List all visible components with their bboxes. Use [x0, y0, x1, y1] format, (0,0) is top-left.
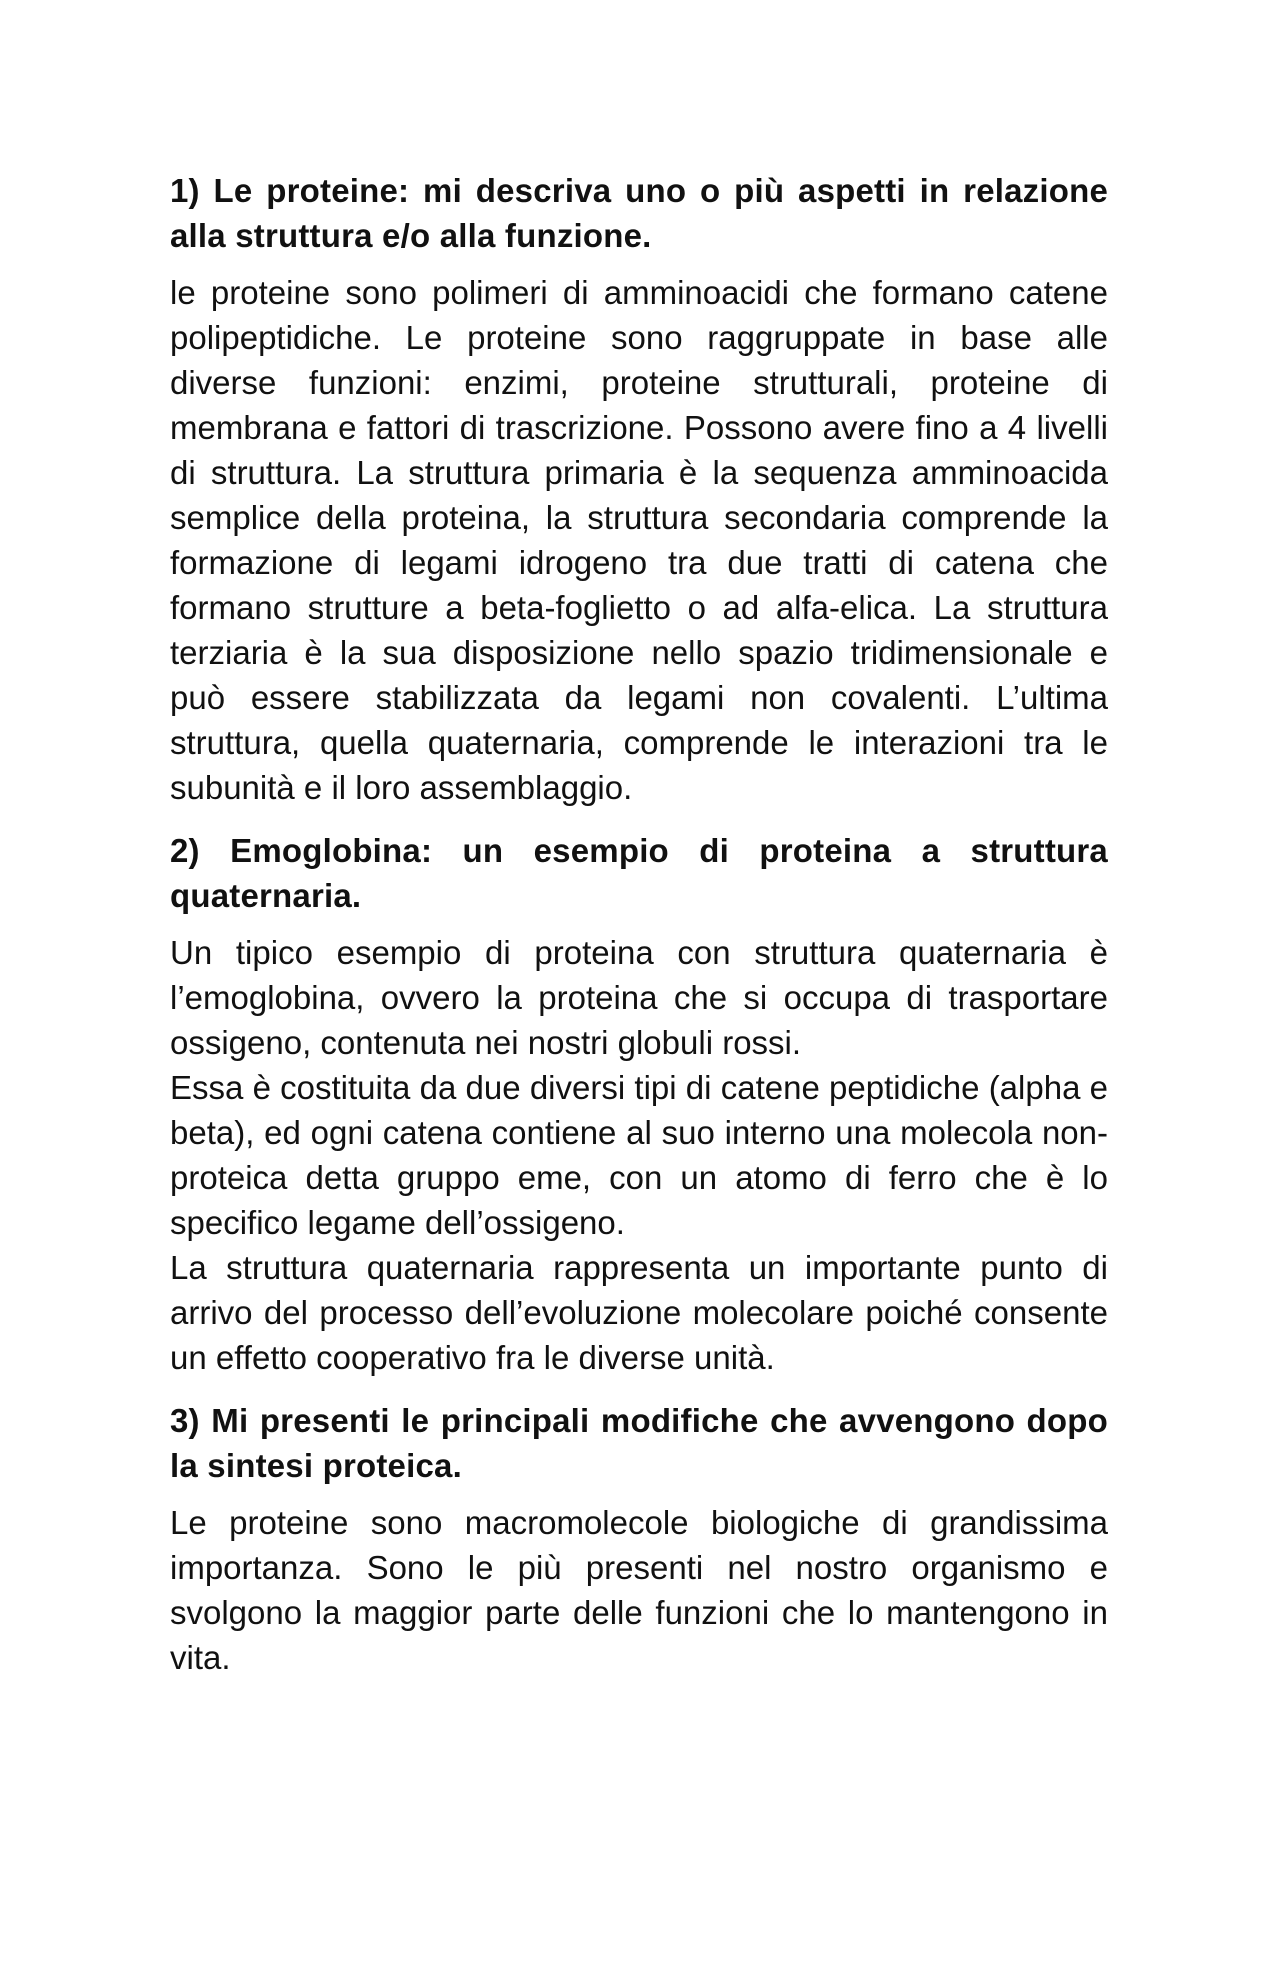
section-paragraph: La struttura quaternaria rappresenta un importante punto di arrivo del processo dell’evoluzione molecolare poiché consente un effetto cooperativo fra le diverse unità. — [170, 1249, 1108, 1376]
section-3 — [170, 1398, 1108, 1680]
section-heading: 1) Le proteine: mi descriva uno o più aspetti in relazione alla struttura e/o alla funzione. — [170, 172, 1108, 254]
section-paragraph: Essa è costituita da due diversi tipi di catene peptidiche (alpha e beta), ed ogni catena contiene al suo interno una molecola non-proteica detta gruppo eme, con un atomo di ferro che è lo specifico legame dell’ossigeno. — [170, 1069, 1108, 1241]
section-heading: 3) Mi presenti le principali modifiche che avvengono dopo la sintesi proteica. — [170, 1402, 1108, 1484]
section-spacer — [170, 1380, 1108, 1398]
section-paragraph: Le proteine sono macromolecole biologiche di grandissima importanza. Sono le più presenti nel nostro organismo e svolgono la maggior parte delle funzioni che lo mantengono in vita. — [170, 1504, 1108, 1676]
section-spacer — [170, 810, 1108, 828]
section-heading: 2) Emoglobina: un esempio di proteina a struttura quaternaria. — [170, 832, 1108, 914]
section-2 — [170, 828, 1108, 1380]
section-1 — [170, 168, 1108, 810]
section-paragraph: le proteine sono polimeri di amminoacidi che formano catene polipeptidiche. Le proteine sono raggruppate in base alle diverse funzioni: enzimi, proteine strutturali, proteine di membrana e fattori di trascrizione. Possono avere fino a 4 livelli di struttura. La struttura primaria è la sequenza amminoacida semplice della proteina, la struttura secondaria comprende la formazione di legami idrogeno tra due tratti di catena che formano strutture a beta-foglietto o ad alfa-elica. La struttura terziaria è la sua disposizione nello spazio tridimensionale e può essere stabilizzata da legami non covalenti. L’ultima struttura, quella quaternaria, comprende le interazioni tra le subunità e il loro assemblaggio. — [170, 274, 1108, 806]
section-paragraph: Un tipico esempio di proteina con struttura quaternaria è l’emoglobina, ovvero la proteina che si occupa di trasportare ossigeno, contenuta nei nostri globuli rossi. — [170, 934, 1108, 1061]
document-page — [170, 168, 1108, 1680]
